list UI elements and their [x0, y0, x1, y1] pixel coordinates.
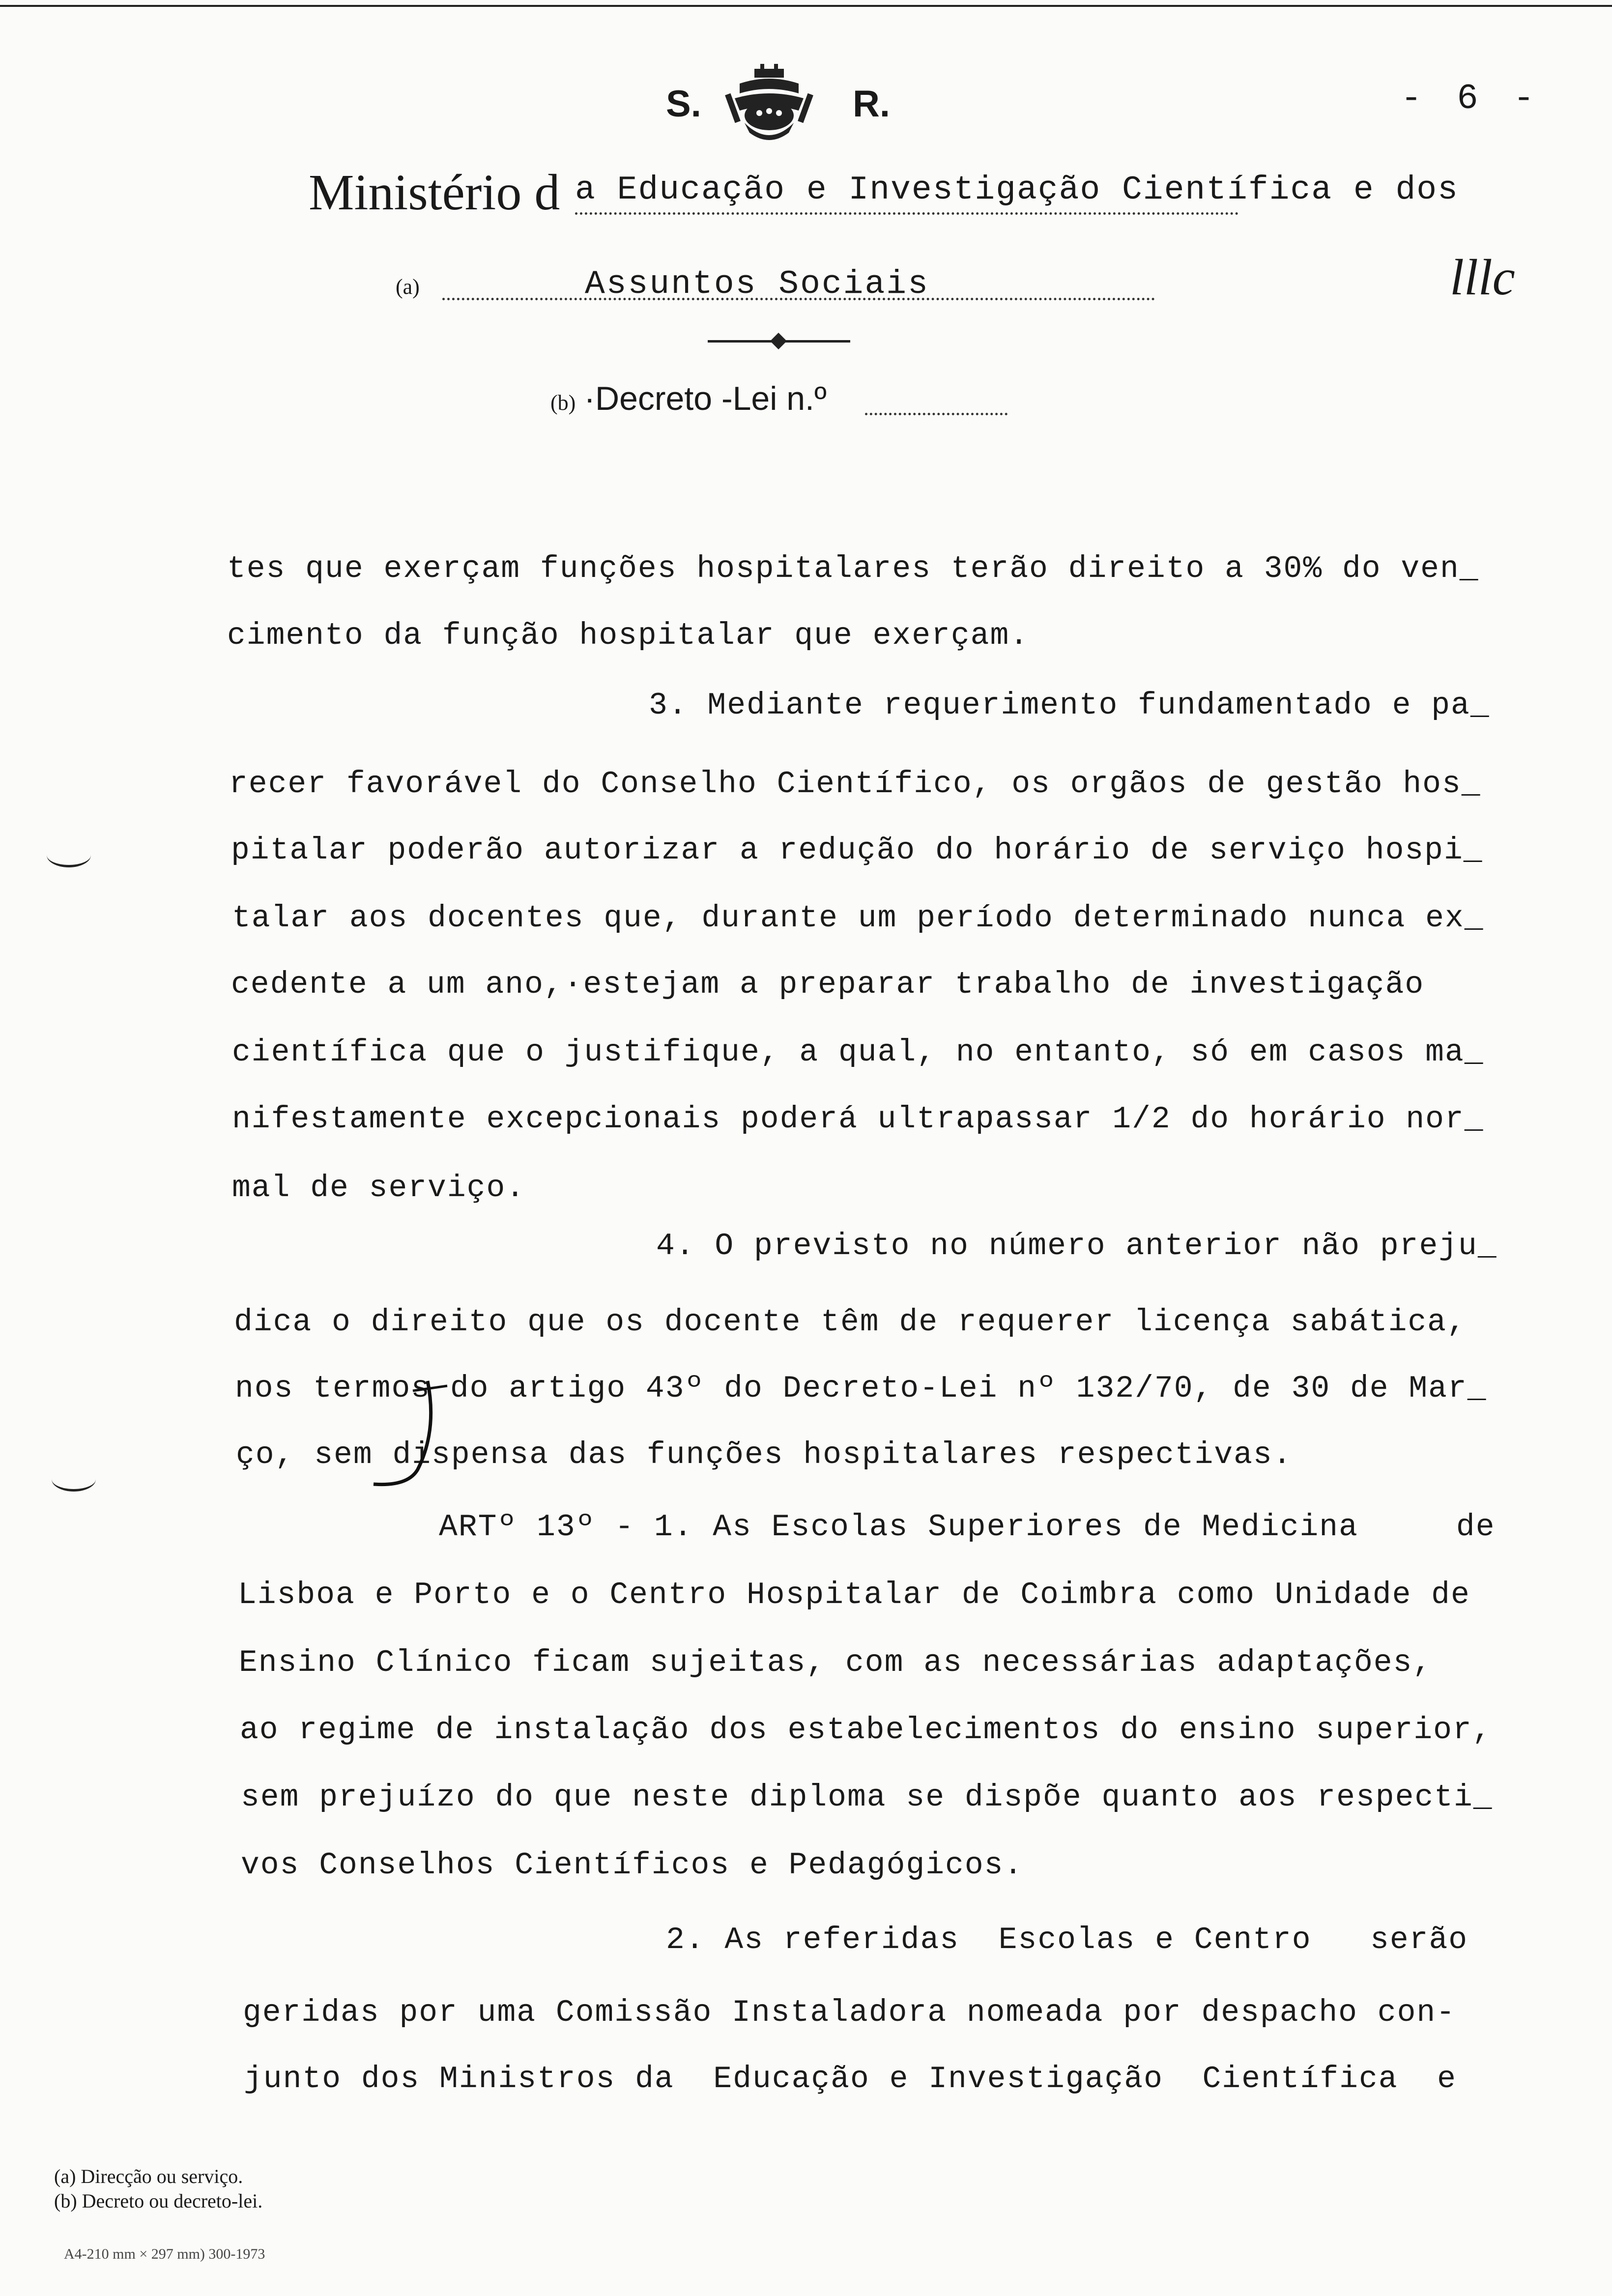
body-line: junto dos Ministros da Educação e Investigação Científica e	[244, 2062, 1457, 2096]
label-b: (b)	[550, 391, 576, 415]
body-line: 2. As referidas Escolas e Centro serão	[666, 1923, 1468, 1957]
body-line: recer favorável do Conselho Científico, os orgãos de gestão hos_	[229, 767, 1481, 802]
body-line: vos Conselhos Científicos e Pedagógicos.	[241, 1848, 1024, 1883]
department-name: Assuntos Sociais	[585, 265, 929, 303]
body-line: nos termos do artigo 43º do Decreto-Lei nº 132/70, de 30 de Mar_	[235, 1371, 1487, 1406]
ministry-name: a Educação e Investigação Científica e dos	[575, 171, 1459, 209]
body-line: Lisboa e Porto e o Centro Hospitalar de Coimbra como Unidade de	[238, 1578, 1470, 1612]
body-line: sem prejuízo do que neste diploma se dispõe quanto aos respecti_	[241, 1780, 1493, 1815]
body-line: 4. O previsto no número anterior não preju_	[656, 1229, 1497, 1263]
body-line: dica o direito que os docente têm de requerer licença sabática,	[234, 1305, 1467, 1340]
body-line: Ensino Clínico ficam sujeitas, com as necessárias adaptações,	[239, 1645, 1433, 1680]
body-line: tes que exerçam funções hospitalares terão direito a 30% do ven_	[227, 551, 1479, 586]
body-line: geridas por uma Comissão Instaladora nomeada por despacho con-	[243, 1995, 1456, 2030]
margin-mark	[47, 843, 91, 867]
body-line: mal de serviço.	[232, 1171, 526, 1205]
department-dotted-line	[442, 298, 1155, 300]
body-line: ARTº 13º - 1. As Escolas Superiores de Medicina de	[439, 1510, 1496, 1545]
ministry-dotted-line	[575, 212, 1238, 215]
header-letter-r: R.	[853, 83, 890, 125]
decree-dotted-line	[865, 413, 1008, 415]
body-line: científica que o justifique, a qual, no entanto, só em casos ma_	[232, 1035, 1484, 1070]
form-code: A4-210 mm × 297 mm) 300-1973	[64, 2246, 265, 2262]
handwritten-initials: lllc	[1450, 249, 1515, 306]
margin-mark	[52, 1467, 96, 1492]
body-line: nifestamente excepcionais poderá ultrapassar 1/2 do horário nor_	[232, 1102, 1484, 1137]
body-line: talar aos docentes que, durante um período determinado nunca ex_	[232, 901, 1484, 936]
footnote-b: (b) Decreto ou decreto-lei.	[54, 2190, 263, 2212]
footnote-a: (a) Direcção ou serviço.	[54, 2165, 243, 2187]
body-line: 3. Mediante requerimento fundamentado e pa_	[649, 688, 1490, 723]
body-line: cimento da função hospitalar que exerçam.	[227, 618, 1030, 653]
header-letter-s: S.	[666, 83, 701, 125]
ministry-prefix: Ministério d	[309, 164, 560, 221]
body-line: ao regime de instalação dos estabelecimentos do ensino superior,	[240, 1713, 1492, 1748]
body-line: pitalar poderão autorizar a redução do horário de serviço hospi_	[231, 833, 1483, 868]
body-line: cedente a um ano,·estejam a preparar trabalho de investigação	[231, 967, 1425, 1002]
decree-block	[550, 379, 827, 418]
top-border-line	[0, 5, 1612, 7]
coat-of-arms-emblem-icon	[725, 64, 813, 147]
page-number: - 6 -	[1401, 79, 1542, 119]
handwritten-correction-stroke	[364, 1371, 462, 1494]
separator-diamond-icon	[770, 333, 787, 349]
body-line: ço, sem dispensa das funções hospitalares respectivas.	[236, 1437, 1293, 1472]
label-a: (a)	[396, 275, 420, 299]
decree-label: ·Decreto -Lei n.º	[584, 380, 827, 417]
